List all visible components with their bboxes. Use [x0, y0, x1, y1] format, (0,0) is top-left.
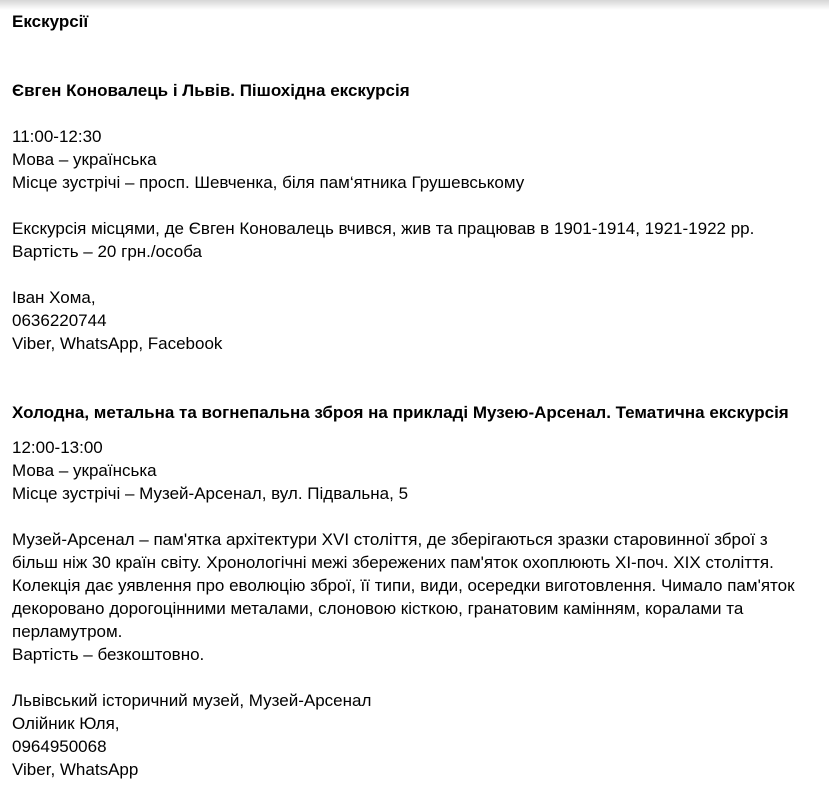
top-shadow: [0, 0, 829, 10]
event-title: Холодна, метальна та вогнепальна зброя на прикладі Музею-Арсенал. Тематична екскурсія: [12, 403, 789, 422]
contact-phone: 0964950068: [12, 737, 107, 756]
event-2: [12, 401, 824, 781]
event-title: Євген Коновалець і Львів. Пішохідна екскурсія: [12, 81, 410, 100]
contact-name: Олійник Юля,: [12, 714, 120, 733]
event-price: Вартість – безкоштовно.: [12, 645, 205, 664]
event-1: [12, 79, 824, 355]
event-time: 11:00-12:30: [12, 127, 102, 146]
contact-channels: Viber, WhatsApp, Facebook: [12, 334, 223, 353]
event-language: Мова – українська: [12, 461, 157, 480]
event-organizer: Львівський історичний музей, Музей-Арсенал: [12, 691, 372, 710]
event-meeting-place: Місце зустрічі – просп. Шевченка, біля пам‘ятника Грушевському: [12, 173, 525, 192]
contact-channels: Viber, WhatsApp: [12, 760, 139, 779]
event-description: Музей-Арсенал – пам'ятка архітектури XVI століття, де зберігаються зразки старовинної зброї з більш ніж 30 країн світу. Хронологічні межі збережених пам'яток охоплюють XI-поч. XIX століття. Колекція дає уявлення про еволюцію зброї, її типи, види, осередки виготовлення. Чимало пам'яток декоровано дорогоцінними металами, слоновою кісткою, гранатовим камінням, коралами та перламутром.: [12, 530, 795, 641]
event-description: Екскурсія місцями, де Євген Коновалець вчився, жив та працював в 1901-1914, 1921-1922 рр.: [12, 219, 755, 238]
contact-phone: 0636220744: [12, 311, 107, 330]
event-meeting-place: Місце зустрічі – Музей-Арсенал, вул. Підвальна, 5: [12, 484, 409, 503]
document-body: [12, 10, 824, 781]
event-time: 12:00-13:00: [12, 438, 103, 457]
contact-name: Іван Хома,: [12, 288, 96, 307]
event-price: Вартість – 20 грн./особа: [12, 242, 203, 261]
event-language: Мова – українська: [12, 150, 157, 169]
spacer: [12, 33, 824, 79]
page-title: Екскурсії: [12, 12, 89, 31]
